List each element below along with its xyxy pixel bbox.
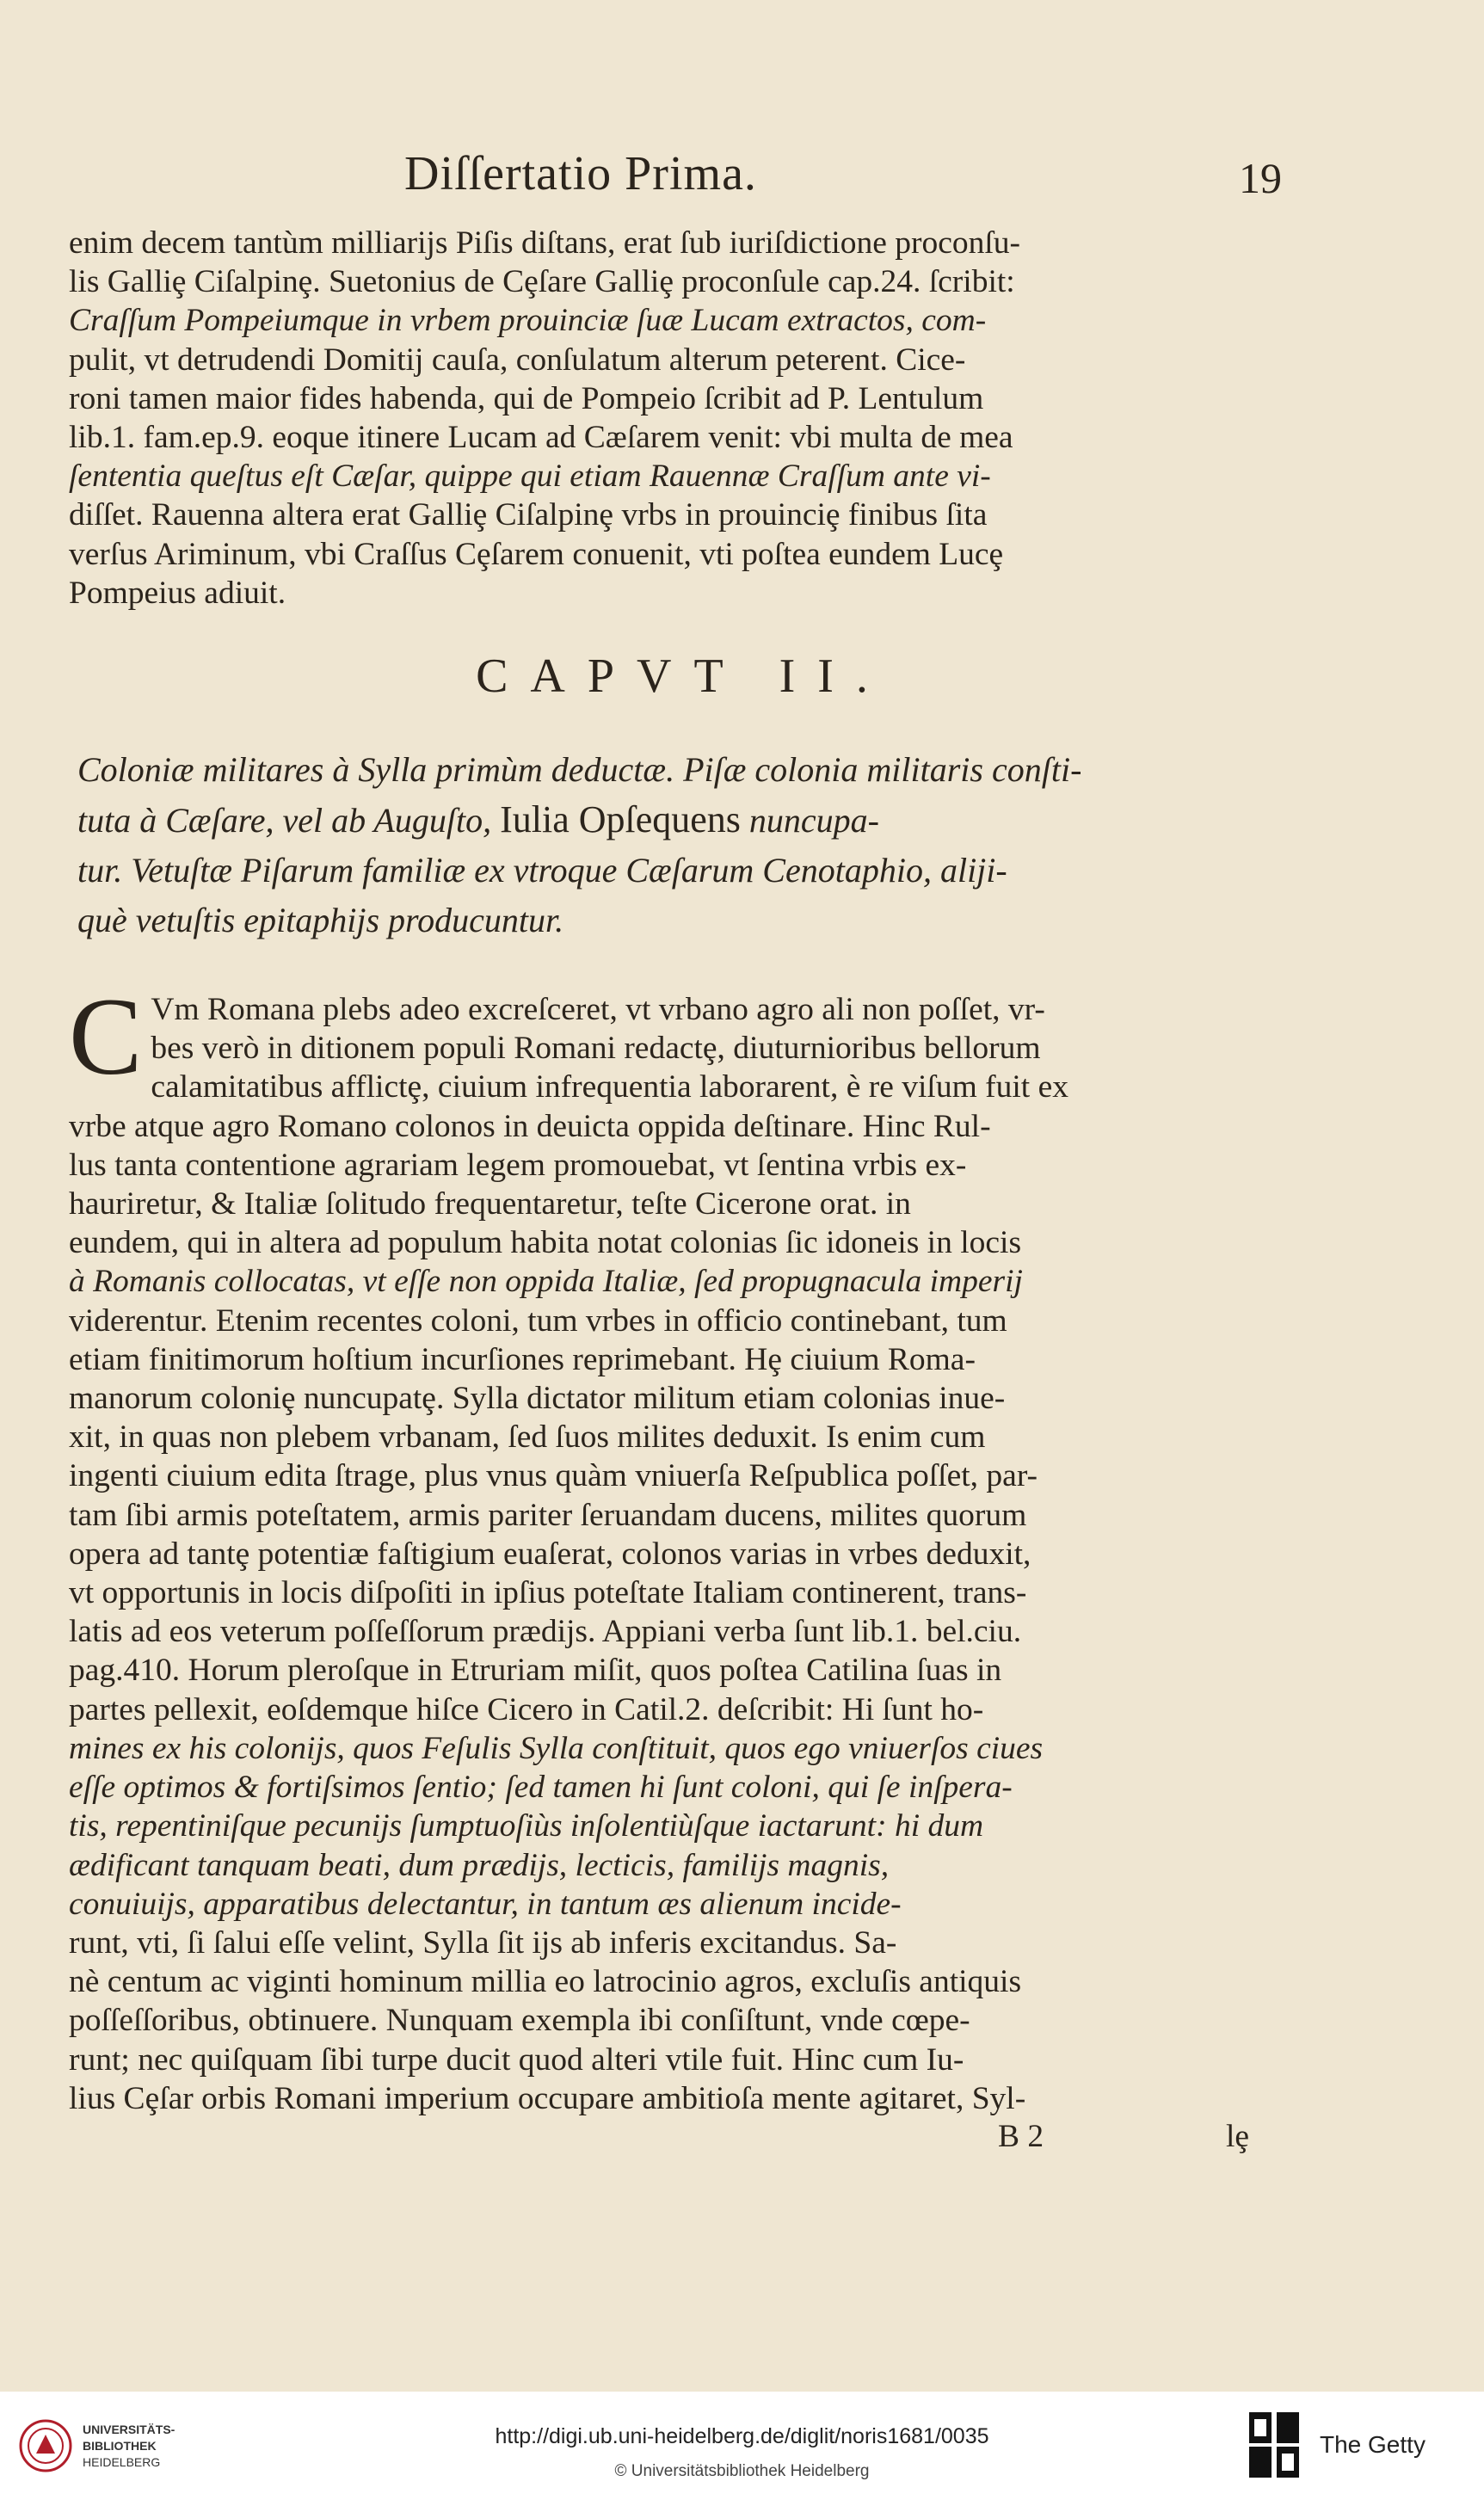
- summary-roman-text: Iulia Opſequens: [500, 798, 741, 841]
- summary-text: tuta à Cæſare, vel ab Auguſto,: [77, 801, 492, 840]
- text-line: conuiuijs, apparatibus delectantur, in tantum æs alienum incide-: [69, 1886, 902, 1922]
- permalink-url[interactable]: http://digi.ub.uni-heidelberg.de/diglit/noris1681/0035: [495, 2424, 989, 2448]
- text-line: ingenti ciuium edita ſtrage, plus vnus quàm vniuerſa Reſpublica poſſet, par-: [69, 1458, 1038, 1494]
- chapter-heading: CAPVT II.: [476, 650, 890, 704]
- text-line: eundem, qui in altera ad populum habita notat colonias ſic idoneis in locis: [69, 1225, 1022, 1261]
- catchword: lȩ: [1226, 2118, 1250, 2154]
- text-line: lis Galliȩ Ciſalpinȩ. Suetonius de Cȩſare Galliȩ proconſule cap.24. ſcribit:: [69, 264, 1015, 300]
- text-line: tis, repentiniſque pecunijs ſumptuoſiùs inſolentiùſque iactarunt: hi dum: [69, 1808, 984, 1844]
- getty-label: The Getty: [1320, 2431, 1426, 2458]
- text-line: enim decem tantùm milliarijs Piſis diſtans, erat ſub iuriſdictione proconſu-: [69, 225, 1021, 261]
- catchwords: [69, 2118, 1273, 2158]
- text-line: latis ad eos veterum poſſeſſorum prædijs. Appiani verba ſunt lib.1. bel.ciu.: [69, 1614, 1022, 1650]
- text-line: vrbe atque agro Romano colonos in deuicta oppida deſtinare. Hinc Rul-: [69, 1108, 991, 1144]
- text-line: mines ex his colonijs, quos Feſulis Sylla conſtituit, quos ego vniuerſos ciues: [69, 1730, 1044, 1766]
- text-line: lius Cȩſar orbis Romani imperium occupare ambitioſa mente agitaret, Syl-: [69, 2080, 1026, 2116]
- text-line: à Romanis collocatas, vt eſſe non oppida Italiæ, ſed propugnacula imperij: [69, 1264, 1023, 1300]
- library-name-line: BIBLIOTHEK: [83, 2438, 157, 2453]
- summary-line: què vetuſtis epitaphijs producuntur.: [77, 901, 564, 940]
- drop-cap: C: [69, 976, 143, 1099]
- text-line: Vm Romana plebs adeo excreſceret, vt vrbano agro ali non poſſet, vr-: [151, 992, 1045, 1028]
- text-line: lus tanta contentione agrariam legem promouebat, vt ſentina vrbis ex-: [69, 1147, 967, 1183]
- text-line: xit, in quas non plebem vrbanam, ſed ſuos milites deduxit. Is enim cum: [69, 1419, 986, 1456]
- text-line: bes verò in ditionem populi Romani redactȩ, diuturnioribus bellorum: [151, 1031, 1041, 1067]
- text-line: diſſet. Rauenna altera erat Galliȩ Ciſalpinȩ vrbs in prouinciȩ finibus ſita: [69, 497, 988, 533]
- summary-line: [77, 795, 1273, 846]
- text-line: poſſeſſoribus, obtinuere. Nunquam exempla ibi conſiſtunt, vnde cœpe-: [69, 2003, 970, 2039]
- chapter-summary: [69, 745, 1273, 945]
- text-line: nè centum ac viginti hominum millia eo latrocinio agros, excluſis antiquis: [69, 1964, 1022, 2000]
- text-line: verſus Ariminum, vbi Craſſus Cȩſarem conuenit, vti poſtea eundem Lucȩ: [69, 536, 1004, 572]
- text-line: manorum coloniȩ nuncupatȩ. Sylla dictator militum etiam colonias inue-: [69, 1381, 1006, 1417]
- text-line: ſententia queſtus eſt Cæſar, quippe qui etiam Rauennæ Craſſum ante vi-: [69, 459, 991, 495]
- text-line: opera ad tantȩ potentiæ faſtigium euaſerat, colonos varias in vrbes deduxit,: [69, 1536, 1031, 1572]
- text-line: eſſe optimos & fortiſsimos ſentio; ſed tamen hi ſunt coloni, qui ſe inſpera-: [69, 1770, 1013, 1806]
- getty-mark-icon: [1247, 2411, 1301, 2479]
- text-line: ædificant tanquam beati, dum prædijs, lecticis, familijs magnis,: [69, 1847, 890, 1883]
- text-line: tam ſibi armis poteſtatem, armis pariter ſeruandam ducens, milites quorum: [69, 1497, 1027, 1533]
- text-line: Craſſum Pompeiumque in vrbem prouinciæ ſuæ Lucam extractos, com-: [69, 303, 987, 339]
- text-line: pag.410. Horum pleroſque in Etruriam miſit, quos poſtea Catilina ſuas in: [69, 1653, 1002, 1689]
- library-name-line: UNIVERSITÄTS-: [83, 2422, 175, 2436]
- running-title: Diſſertatio Prima.: [404, 147, 757, 200]
- text-line: calamitatibus afflictȩ, ciuium infrequentia laborarent, è re viſum fuit ex: [151, 1069, 1068, 1105]
- text-line: pulit, vt detrudendi Domitij cauſa, conſulatum alterum peterent. Cice-: [69, 342, 966, 378]
- library-name-line: HEIDELBERG: [83, 2454, 161, 2469]
- running-head: [69, 146, 1282, 224]
- summary-line: Coloniæ militares à Sylla primùm deductæ. Piſæ colonia militaris conſti-: [77, 750, 1082, 790]
- text-line: Pompeius adiuit.: [69, 575, 286, 611]
- text-line: etiam finitimorum hoſtium incurſiones reprimebant. Hȩ ciuium Roma-: [69, 1341, 976, 1377]
- text-line: runt, vti, ſi ſalui eſſe velint, Sylla ſit ijs ab inferis excitandus. Sa-: [69, 1924, 897, 1961]
- copyright-notice: © Universitätsbibliothek Heidelberg: [614, 2462, 870, 2480]
- summary-text: nuncupa-: [748, 801, 879, 840]
- text-line: lib.1. fam.ep.9. eoque itinere Lucam ad Cæſarem venit: vbi multa de mea: [69, 420, 1013, 456]
- viewer-footer: [0, 2392, 1484, 2506]
- text-line: vt opportunis in locis diſpoſiti in ipſius poteſtate Italiam continerent, trans-: [69, 1575, 1027, 1611]
- text-line: roni tamen maior fides habenda, qui de Pompeio ſcribit ad P. Lentulum: [69, 380, 984, 416]
- text-line: hauriretur, & Italiæ ſolitudo frequentaretur, teſte Cicerone orat. in: [69, 1186, 911, 1222]
- page-content: [69, 146, 1282, 2158]
- text-line: viderentur. Etenim recentes coloni, tum vrbes in officio continebant, tum: [69, 1302, 1007, 1339]
- page-number: 19: [1239, 154, 1282, 202]
- text-line: runt; nec quiſquam ſibi turpe ducit quod alteri vtile fuit. Hinc cum Iu-: [69, 2041, 964, 2078]
- summary-line: tur. Vetuſtæ Piſarum familiæ ex vtroque Cæſarum Cenotaphio, aliji-: [77, 851, 1007, 890]
- paragraph-1: [69, 224, 1273, 613]
- text-line: partes pellexit, eoſdemque hiſce Cicero in Catil.2. deſcribit: Hi ſunt ho-: [69, 1691, 984, 1727]
- getty-logo[interactable]: [1247, 2411, 1426, 2479]
- paragraph-2: [69, 976, 1273, 2118]
- signature-mark: B 2: [998, 2118, 1044, 2154]
